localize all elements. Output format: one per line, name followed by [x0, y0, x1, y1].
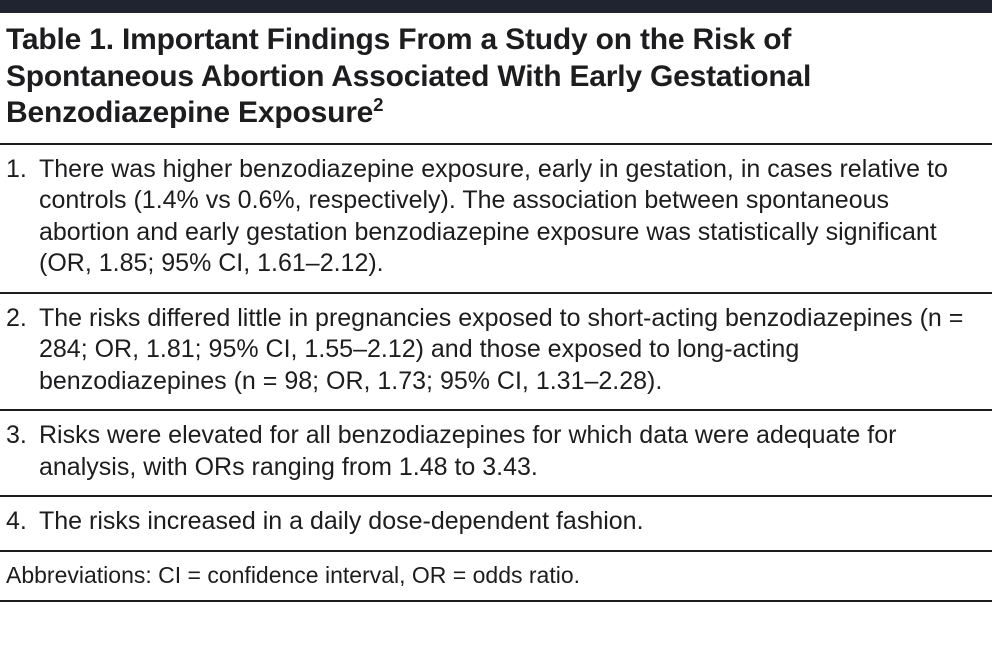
item-number: 2.: [6, 303, 27, 332]
item-text: The risks differed little in pregnancies exposed to short-acting benzodiazepines (n = 284; OR, 1.81; 95% CI, 1.55–2.12) and those exposed to long-acting benzodiazepines (n = 98; OR, 1.73; 95% CI, 1.31–2.28).: [39, 303, 964, 395]
table-title-text: Table 1. Important Findings From a Study on the Risk of Spontaneous Abortion Associated With Early Gestational Benzodiazepine Exposure: [6, 23, 812, 130]
finding-item-2: [0, 294, 992, 412]
finding-item-1: [0, 145, 992, 294]
finding-item-3: [0, 411, 992, 497]
abbreviations-footnote: Abbreviations: CI = confidence interval, OR = odds ratio.: [0, 552, 992, 602]
item-text: There was higher benzodiazepine exposure, early in gestation, in cases relative to controls (1.4% vs 0.6%, respectively). The association between spontaneous abortion and early gestation benzodiazepine exposure was statistically significant (OR, 1.85; 95% CI, 1.61–2.12).: [39, 154, 948, 278]
item-text: Risks were elevated for all benzodiazepines for which data were adequate for analysis, with ORs ranging from 1.48 to 3.43.: [39, 421, 897, 481]
item-number: 4.: [6, 507, 27, 536]
table-title: [0, 13, 992, 145]
item-number: 3.: [6, 421, 27, 450]
title-superscript-reference: 2: [373, 94, 384, 116]
findings-list: [0, 145, 992, 552]
item-number: 1.: [6, 154, 27, 183]
table-top-rule-bar: [0, 0, 992, 13]
finding-item-4: [0, 497, 992, 552]
item-text: The risks increased in a daily dose-dependent fashion.: [39, 507, 644, 536]
